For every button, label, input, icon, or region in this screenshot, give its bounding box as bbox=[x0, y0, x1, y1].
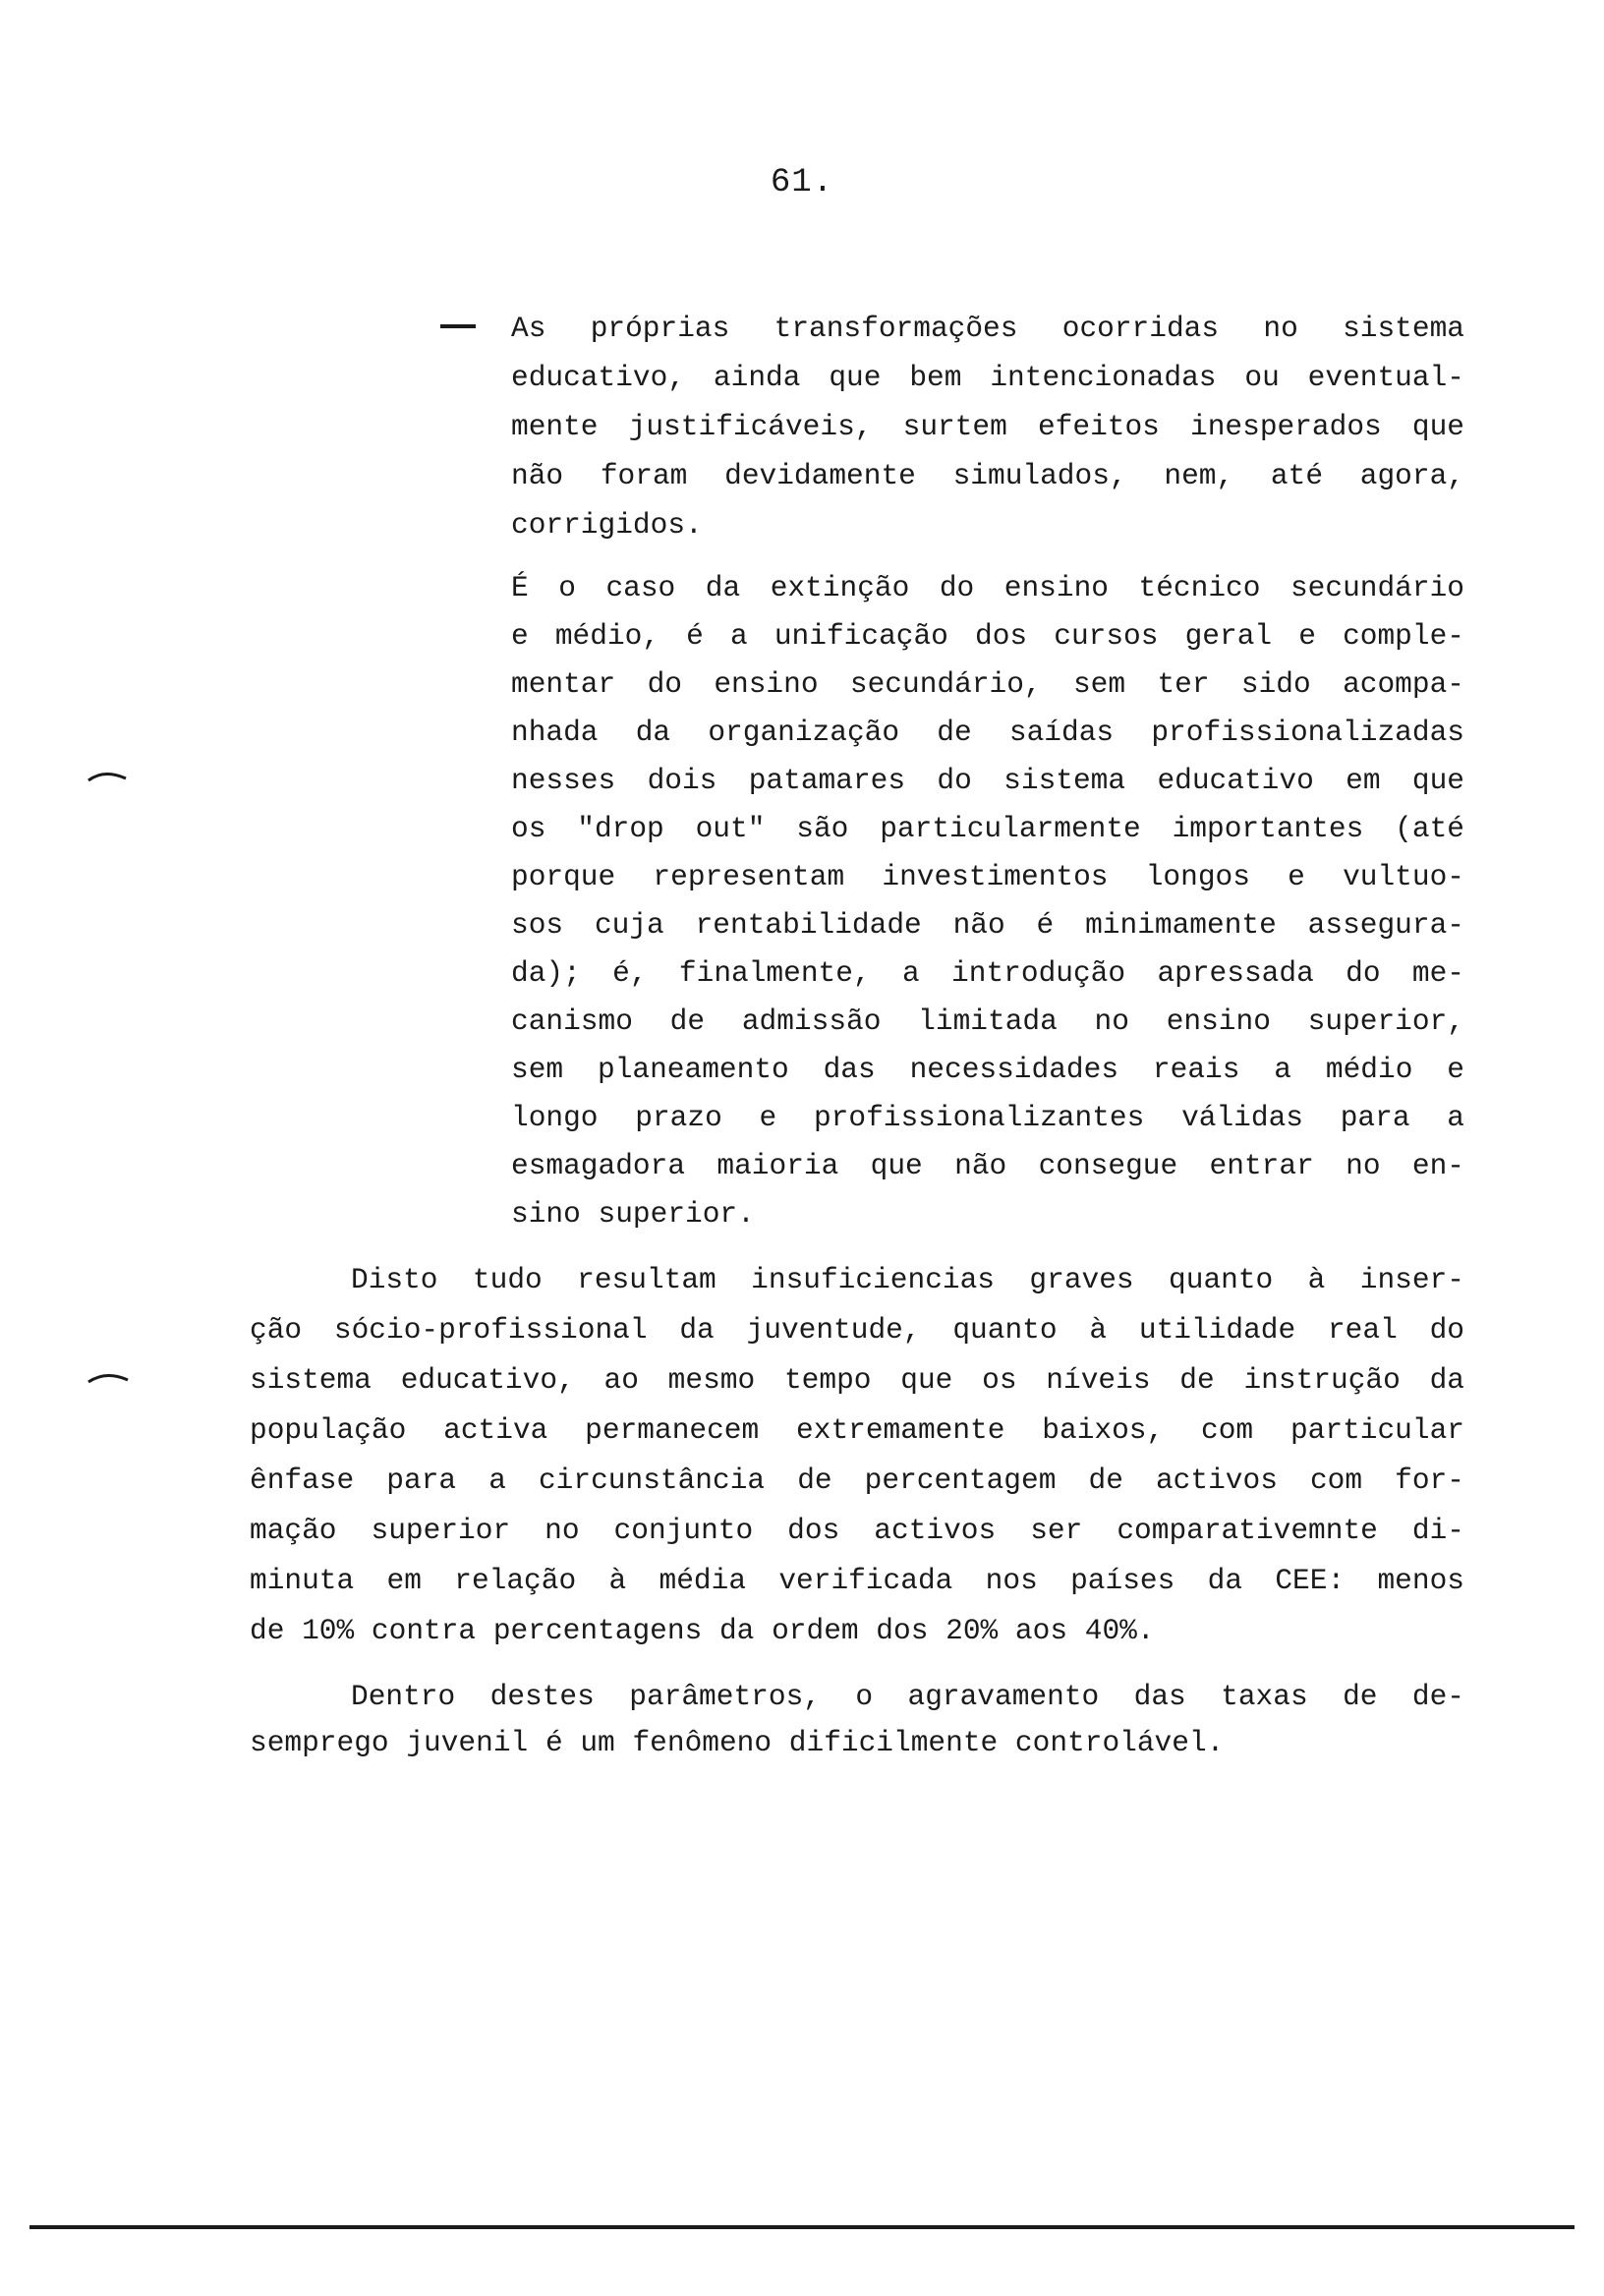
text-line: mente justificáveis, surtem efeitos inesperados que bbox=[511, 410, 1464, 443]
margin-mark-icon bbox=[85, 1368, 132, 1388]
text-line: não foram devidamente simulados, nem, até agora, bbox=[511, 459, 1464, 492]
text-line: corrigidos. bbox=[511, 508, 703, 542]
text-line: sem planeamento das necessidades reais a médio e bbox=[511, 1053, 1464, 1086]
text-line: nhada da organização de saídas profissionalizadas bbox=[511, 716, 1464, 749]
text-line: É o caso da extinção do ensino técnico secundário bbox=[511, 571, 1464, 604]
text-line: de 10% contra percentagens da ordem dos 20% aos 40%. bbox=[250, 1614, 1155, 1647]
bullet-dash-icon bbox=[440, 324, 476, 328]
text-line: mentar do ensino secundário, sem ter sido acompa- bbox=[511, 667, 1464, 701]
text-line: e médio, é a unificação dos cursos geral e comple- bbox=[511, 619, 1464, 653]
margin-mark-icon bbox=[85, 767, 132, 786]
text-line: longo prazo e profissionalizantes válidas para a bbox=[511, 1101, 1464, 1134]
text-line: canismo de admissão limitada no ensino superior, bbox=[511, 1004, 1464, 1038]
text-line: As próprias transformações ocorridas no sistema bbox=[511, 312, 1464, 345]
text-line: mação superior no conjunto dos activos ser comparativemnte di- bbox=[250, 1514, 1464, 1547]
text-line: Disto tudo resultam insuficiencias graves quanto à inser- bbox=[351, 1263, 1464, 1296]
text-line: população activa permanecem extremamente baixos, com particular bbox=[250, 1413, 1464, 1447]
text-line: minuta em relação à média verificada nos países da CEE: menos bbox=[250, 1564, 1464, 1597]
text-line: sos cuja rentabilidade não é minimamente assegura- bbox=[511, 908, 1464, 942]
text-line: educativo, ainda que bem intencionadas ou eventual- bbox=[511, 361, 1464, 394]
text-line: da); é, finalmente, a introdução apressada do me- bbox=[511, 956, 1464, 990]
text-line: porque representam investimentos longos e vultuo- bbox=[511, 860, 1464, 893]
text-line: ção sócio-profissional da juventude, quanto à utilidade real do bbox=[250, 1313, 1464, 1347]
text-line: nesses dois patamares do sistema educativo em que bbox=[511, 764, 1464, 797]
text-line: sino superior. bbox=[511, 1197, 755, 1231]
text-line: esmagadora maioria que não consegue entrar no en- bbox=[511, 1149, 1464, 1182]
text-line: semprego juvenil é um fenômeno dificilmente controlável. bbox=[250, 1726, 1225, 1759]
page-number: 61. bbox=[770, 164, 834, 201]
text-line: os "drop out" são particularmente importantes (até bbox=[511, 812, 1464, 845]
bottom-rule bbox=[29, 2225, 1575, 2229]
text-line: ênfase para a circunstância de percentagem de activos com for- bbox=[250, 1464, 1464, 1497]
text-line: Dentro destes parâmetros, o agravamento das taxas de de- bbox=[351, 1680, 1464, 1713]
text-line: sistema educativo, ao mesmo tempo que os níveis de instrução da bbox=[250, 1363, 1464, 1397]
